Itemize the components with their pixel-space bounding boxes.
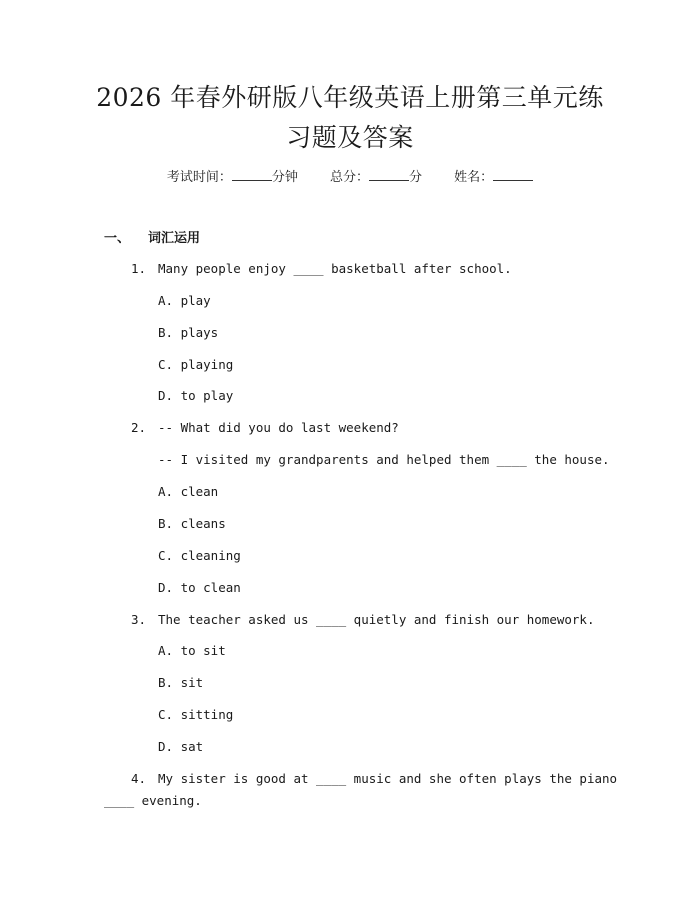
question-text: Many people enjoy ____ basketball after school.	[158, 261, 512, 276]
option: A. clean	[158, 484, 219, 499]
title-line-2: 习题及答案	[286, 123, 414, 152]
question-text: -- What did you do last weekend?	[158, 420, 399, 435]
option: B. plays	[158, 325, 219, 340]
time-blank	[232, 168, 272, 181]
question-text: My sister is good at ____ music and she often plays the piano	[158, 771, 618, 786]
question-number: 4.	[131, 771, 147, 786]
exam-score: 总分： 分	[329, 170, 423, 185]
option: C. cleaning	[158, 548, 241, 563]
exam-time: 考试时间： 分钟	[166, 170, 298, 185]
exam-meta	[0, 168, 700, 188]
option: B. sit	[158, 675, 204, 690]
option: D. to play	[158, 388, 234, 403]
option: C. playing	[158, 357, 234, 372]
question-number: 1.	[131, 261, 147, 276]
section-title: 词汇运用	[148, 231, 201, 246]
exam-name: 姓名：	[454, 170, 533, 185]
document-title	[60, 78, 640, 158]
option: B. cleans	[158, 516, 226, 531]
option: A. to sit	[158, 643, 226, 658]
section-number: 一、	[104, 231, 131, 246]
question-number: 3.	[131, 612, 147, 627]
option: D. sat	[158, 739, 204, 754]
title-line-1: 2026 年春外研版八年级英语上册第三单元练	[96, 83, 604, 112]
question-number: 2.	[131, 420, 147, 435]
option: A. play	[158, 293, 211, 308]
question-text: The teacher asked us ____ quietly and finish our homework.	[158, 612, 595, 627]
question-text: ____ evening.	[104, 793, 202, 808]
name-blank	[493, 168, 533, 181]
option: D. to clean	[158, 580, 241, 595]
score-blank	[369, 168, 409, 181]
option: C. sitting	[158, 707, 234, 722]
section-heading	[104, 229, 200, 249]
question-text: -- I visited my grandparents and helped them ____ the house.	[158, 452, 610, 467]
